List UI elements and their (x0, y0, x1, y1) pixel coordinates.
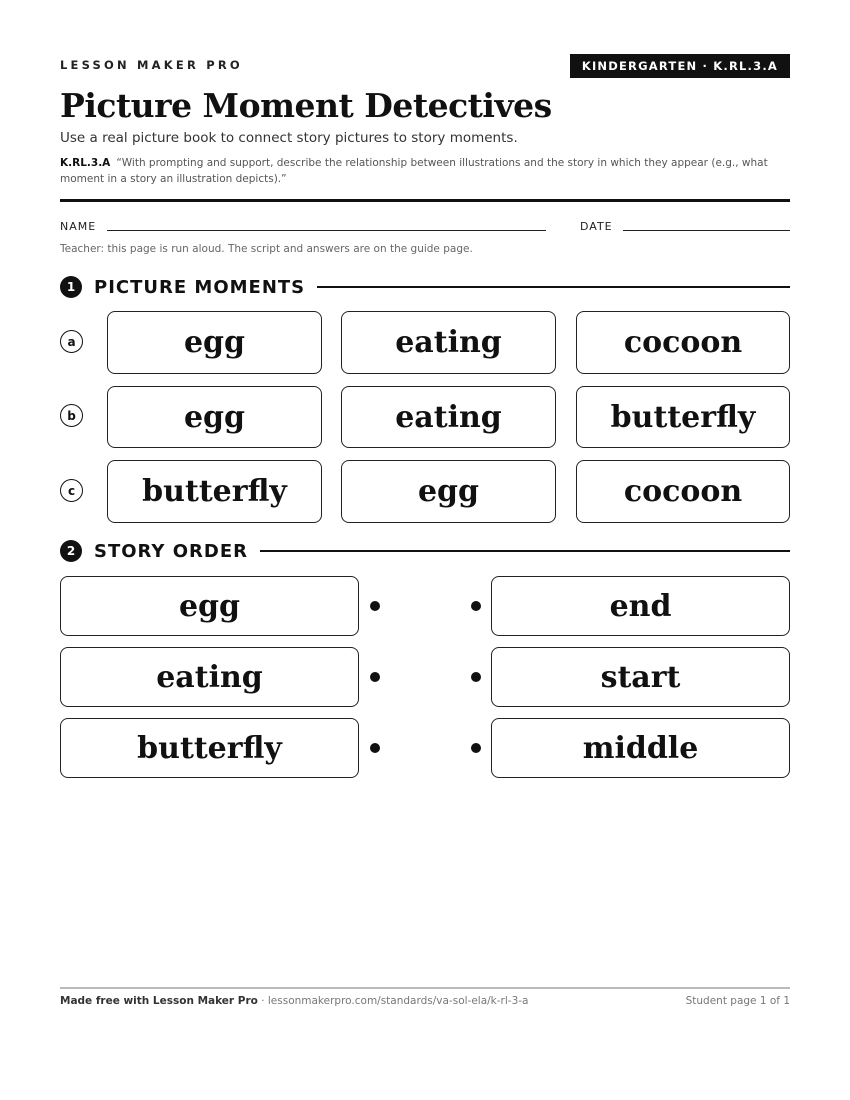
picture-card[interactable]: egg (107, 386, 322, 448)
footer-made-with: Made free with Lesson Maker Pro (60, 995, 258, 1007)
match-dot-right[interactable] (471, 743, 481, 753)
date-field[interactable] (623, 230, 790, 231)
page-title: Picture Moment Detectives (60, 86, 552, 125)
section-picture-moments-header (60, 275, 790, 299)
section-story-order-header (60, 539, 790, 563)
name-field[interactable] (107, 230, 546, 231)
row-label-a: a (60, 330, 83, 353)
row-label-c: c (60, 479, 83, 502)
match-dot-right[interactable] (471, 672, 481, 682)
match-dot-left[interactable] (370, 601, 380, 611)
standard-text: “With prompting and support, describe the relationship between illustrations and the story in which they appear (e.g., what moment in a story an illustration depicts).” (60, 157, 768, 185)
match-left-card[interactable]: egg (60, 576, 359, 636)
teacher-note: Teacher: this page is run aloud. The script and answers are on the guide page. (60, 243, 473, 255)
date-label: DATE (580, 220, 613, 233)
match-dot-right[interactable] (471, 601, 481, 611)
match-dot-left[interactable] (370, 743, 380, 753)
name-label: NAME (60, 220, 97, 233)
section-number: 1 (60, 276, 82, 298)
section-title: STORY ORDER (94, 540, 248, 562)
match-right-card[interactable]: end (491, 576, 790, 636)
match-right-card[interactable]: middle (491, 718, 790, 778)
picture-card[interactable]: egg (107, 311, 322, 374)
picture-card[interactable]: butterfly (576, 386, 790, 448)
footer-page-number: Student page 1 of 1 (685, 995, 790, 1007)
row-label-b: b (60, 404, 83, 427)
grade-standard-badge: KINDERGARTEN · K.RL.3.A (570, 54, 790, 78)
picture-card[interactable]: eating (341, 386, 556, 448)
picture-card[interactable]: cocoon (576, 460, 790, 523)
picture-card[interactable]: butterfly (107, 460, 322, 523)
section-number: 2 (60, 540, 82, 562)
picture-card[interactable]: eating (341, 311, 556, 374)
match-left-card[interactable]: butterfly (60, 718, 359, 778)
match-right-card[interactable]: start (491, 647, 790, 707)
footer-divider (60, 987, 790, 989)
picture-card[interactable]: cocoon (576, 311, 790, 374)
section-rule (317, 286, 790, 288)
page-subtitle: Use a real picture book to connect story pictures to story moments. (60, 130, 518, 146)
footer-url[interactable]: · lessonmakerpro.com/standards/va-sol-ela/k-rl-3-a (257, 995, 529, 1007)
footer-credit (60, 995, 528, 1007)
standard-code: K.RL.3.A (60, 157, 111, 169)
section-title: PICTURE MOMENTS (94, 276, 306, 298)
match-dot-left[interactable] (370, 672, 380, 682)
section-rule (260, 550, 790, 552)
match-left-card[interactable]: eating (60, 647, 359, 707)
brand-name: LESSON MAKER PRO (60, 58, 243, 72)
picture-card[interactable]: egg (341, 460, 556, 523)
header-divider (60, 199, 790, 202)
standard-description (60, 155, 790, 187)
